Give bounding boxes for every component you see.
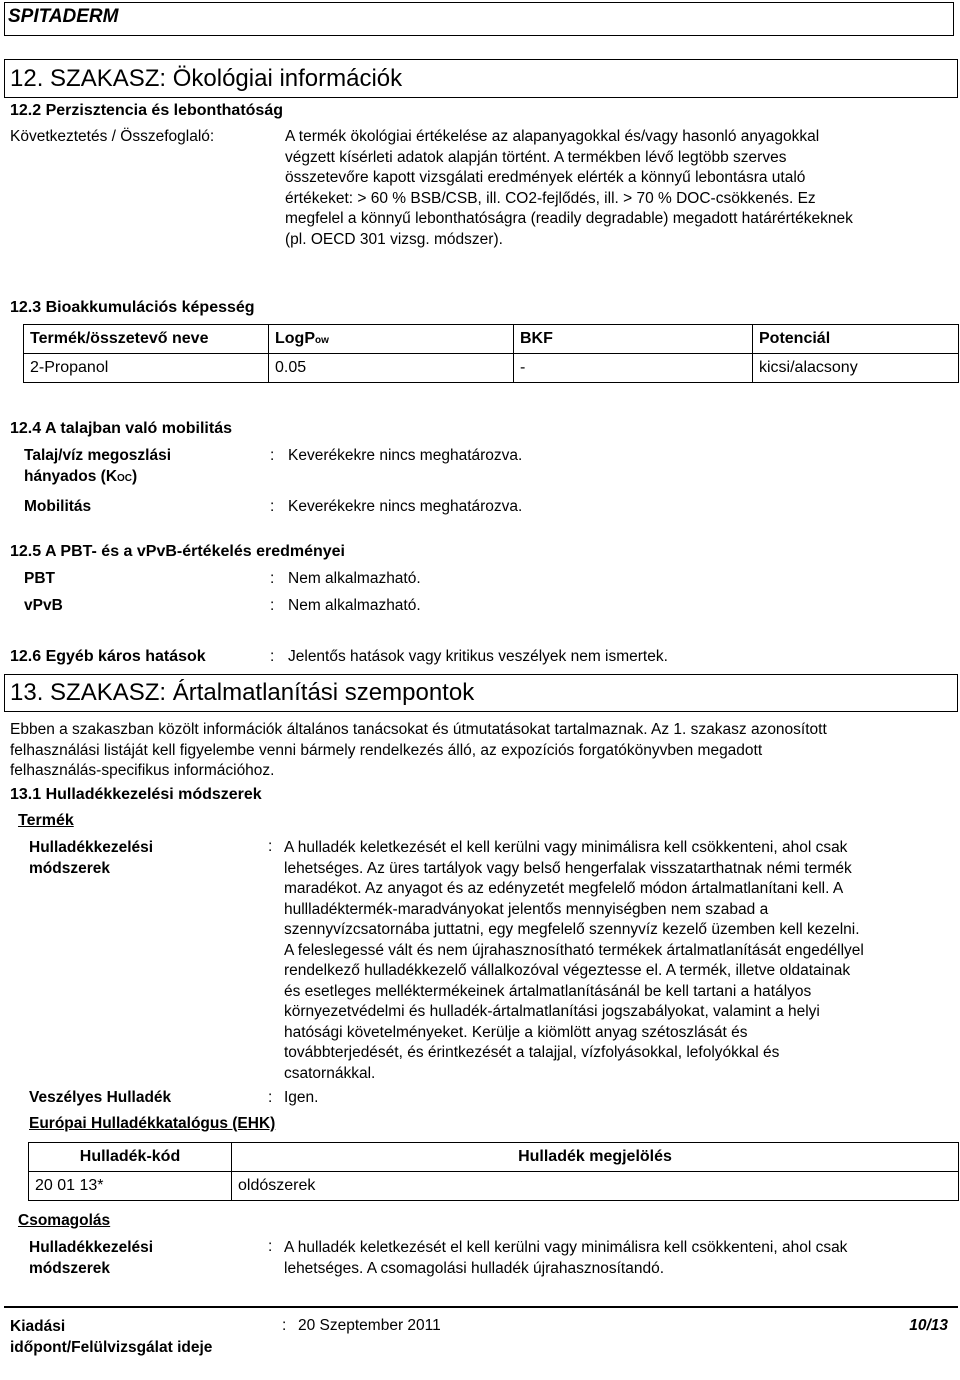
colon: : bbox=[270, 570, 275, 587]
colon: : bbox=[270, 498, 275, 515]
section-13-title: 13. SZAKASZ: Ártalmatlanítási szempontok bbox=[10, 679, 475, 706]
table-header-row bbox=[24, 325, 959, 354]
heading-12-5: 12.5 A PBT- és a vPvB-értékelés eredményei bbox=[10, 543, 345, 560]
conclusion-text bbox=[285, 127, 955, 250]
packaging-methods-text bbox=[284, 1238, 956, 1279]
pbt-value: Nem alkalmazható. bbox=[288, 570, 421, 587]
methods-text bbox=[284, 838, 956, 1084]
methods-line: környezetvédelmi és hulladék-ártalmatlanítási jogszabályokat, valamint a helyi bbox=[284, 1003, 820, 1020]
koc-label-line-1: Talaj/víz megoszlási bbox=[24, 447, 172, 464]
koc-label-text: hányados (K bbox=[24, 467, 118, 485]
brand-name: SPITADERM bbox=[8, 6, 119, 27]
col-header-logp bbox=[269, 325, 514, 354]
packaging-line: lehetséges. A csomagolási hulladék újrahasznosítandó. bbox=[284, 1259, 664, 1277]
intro-line: felhasználási listáját kell figyelembe venni bármely rendelkezés álló, az expozíciós forgatókönyvben megadott bbox=[10, 741, 763, 759]
methods-line: csatornákkal. bbox=[284, 1064, 376, 1082]
methods-line: hatósági követelményeket. Kerülje a kiömlött anyag szétoszlását és bbox=[284, 1023, 748, 1041]
product-heading: Termék bbox=[18, 812, 74, 829]
pbt-label: PBT bbox=[24, 570, 55, 587]
colon: : bbox=[268, 838, 273, 855]
conclusion-label: Következtetés / Összefoglaló: bbox=[10, 128, 215, 145]
ewc-heading: Európai Hulladékkatalógus (EHK) bbox=[29, 1115, 276, 1132]
packaging-line: A hulladék keletkezését el kell kerülni vagy minimálisra kell csökkenteni, ahol csak bbox=[284, 1239, 848, 1256]
footer-label bbox=[10, 1317, 212, 1358]
methods-label-line-1: Hulladékkezelési bbox=[29, 839, 154, 856]
methods-line: hullladéktermék-maradványokat jelentős mennyiségben nem szabad a bbox=[284, 900, 769, 918]
koc-value: Keverékekre nincs meghatározva. bbox=[288, 447, 523, 464]
conclusion-line: megfelel a könnyű lebonthatóságra (readily degradable) megadott határértékeknek bbox=[285, 210, 853, 227]
bioaccumulation-table bbox=[23, 324, 959, 383]
koc-label bbox=[24, 446, 171, 489]
section-12-title: 12. SZAKASZ: Ökológiai információk bbox=[10, 65, 403, 92]
cell-logp: 0.05 bbox=[269, 354, 514, 383]
cell-potential: kicsi/alacsony bbox=[753, 354, 959, 383]
table-row bbox=[29, 1172, 959, 1201]
hazardous-waste-label: Veszélyes Hulladék bbox=[29, 1089, 172, 1106]
heading-12-2: 12.2 Perzisztencia és lebonthatóság bbox=[10, 102, 283, 119]
footer-label-line-1: Kiadási bbox=[10, 1318, 66, 1335]
hazardous-waste-value: Igen. bbox=[284, 1089, 319, 1106]
colon: : bbox=[270, 648, 275, 665]
colon: : bbox=[270, 597, 275, 614]
packaging-label-line-2: módszerek bbox=[29, 1259, 110, 1277]
cell-code: 20 01 13* bbox=[29, 1172, 232, 1201]
intro-line: felhasználás-specifikus információhoz. bbox=[10, 762, 275, 779]
methods-line: A hulladék keletkezését el kell kerülni vagy minimálisra kell csökkenteni, ahol csak bbox=[284, 839, 848, 856]
methods-line: szennyvízcsatornába juttatni, egy megfelelő szennyvíz kezelő üzemben kell kezelni. bbox=[284, 921, 860, 938]
logp-subscript: ow bbox=[315, 335, 329, 346]
page-number: 10/13 bbox=[909, 1317, 948, 1334]
col-header-potential: Potenciál bbox=[753, 325, 959, 354]
conclusion-line: (pl. OECD 301 vizsg. módszer). bbox=[285, 230, 503, 248]
cell-bkf: - bbox=[514, 354, 753, 383]
colon: : bbox=[270, 447, 275, 464]
packaging-label-line-1: Hulladékkezelési bbox=[29, 1239, 154, 1256]
intro-line: Ebben a szakaszban közölt információk általános tanácsokat és útmutatásokat tartalmaznak. Az 1. szakasz azonosított bbox=[10, 721, 827, 738]
methods-line: maradékot. Az anyagot és az edényzetét megfelelő módon ártalmatlanítani kell. A bbox=[284, 880, 844, 897]
ewc-table bbox=[28, 1142, 959, 1201]
conclusion-line: összetevőre kapott vizsgálati eredmények elérték a könnyű lebontásra utaló bbox=[285, 169, 806, 186]
methods-line: rendelkező hulladékkezelő vállalkozóval végeztesse el. A termék, illetve oldatainak bbox=[284, 962, 851, 979]
heading-13-1: 13.1 Hulladékkezelési módszerek bbox=[10, 786, 262, 803]
header-box bbox=[4, 2, 954, 36]
koc-subscript: OC bbox=[117, 472, 133, 484]
conclusion-line: végzett kísérleti adatok alapján történt. A termékben lévő legtöbb szerves bbox=[285, 148, 787, 166]
footer-rule bbox=[4, 1306, 958, 1308]
section-13-intro bbox=[10, 720, 958, 782]
colon: : bbox=[282, 1317, 287, 1334]
conclusion-line: A termék ökológiai értékelése az alapanyagokkal és/vagy hasonló anyagokkal bbox=[285, 128, 820, 145]
methods-line: és esetleges melléktermékeinek ártalmatlanításánál be kell tartani a hatályos bbox=[284, 982, 812, 1000]
footer-label-line-2: időpont/Felülvizsgálat ideje bbox=[10, 1338, 213, 1356]
methods-label-line-2: módszerek bbox=[29, 859, 110, 877]
vpvb-value: Nem alkalmazható. bbox=[288, 597, 421, 614]
table-header-row bbox=[29, 1143, 959, 1172]
methods-line: továbbterjedését, és érintkezését a talajjal, vízfolyásokkal, lefolyókkal és bbox=[284, 1044, 780, 1061]
heading-12-6: 12.6 Egyéb káros hatások bbox=[10, 648, 206, 665]
col-header-name: Termék/összetevő neve bbox=[24, 325, 269, 354]
cell-description: oldószerek bbox=[232, 1172, 959, 1201]
vpvb-label: vPvB bbox=[24, 597, 63, 614]
footer-date: 20 Szeptember 2011 bbox=[298, 1317, 441, 1334]
col-header-description: Hulladék megjelölés bbox=[232, 1143, 959, 1172]
mobility-label: Mobilitás bbox=[24, 498, 92, 515]
table-row bbox=[24, 354, 959, 383]
koc-label-close: ) bbox=[132, 467, 138, 485]
heading-12-3: 12.3 Bioakkumulációs képesség bbox=[10, 299, 255, 316]
colon: : bbox=[268, 1089, 273, 1106]
mobility-value: Keverékekre nincs meghatározva. bbox=[288, 498, 523, 515]
heading-12-4: 12.4 A talajban való mobilitás bbox=[10, 420, 232, 437]
koc-label-line-2 bbox=[24, 467, 171, 490]
packaging-heading: Csomagolás bbox=[18, 1212, 111, 1229]
methods-line: lehetséges. Az üres tartályok vagy belső hengerfalak visszatarthatnak némi termék bbox=[284, 859, 852, 877]
methods-label bbox=[29, 838, 153, 879]
logp-text: LogP bbox=[275, 330, 315, 347]
col-header-code: Hulladék-kód bbox=[29, 1143, 232, 1172]
colon: : bbox=[268, 1238, 273, 1255]
conclusion-line: értékeket: > 60 % BSB/CSB, ill. CO2-fejlődés, ill. > 70 % DOC-csökkenés. Ez bbox=[285, 189, 816, 207]
packaging-methods-label bbox=[29, 1238, 153, 1279]
methods-line: A feleslegessé vált és nem újrahasznosítható termékek ártalmatlanítását engedéllyel bbox=[284, 941, 864, 959]
other-effects-value: Jelentős hatások vagy kritikus veszélyek nem ismertek. bbox=[288, 648, 668, 665]
col-header-bkf: BKF bbox=[514, 325, 753, 354]
cell-name: 2-Propanol bbox=[24, 354, 269, 383]
